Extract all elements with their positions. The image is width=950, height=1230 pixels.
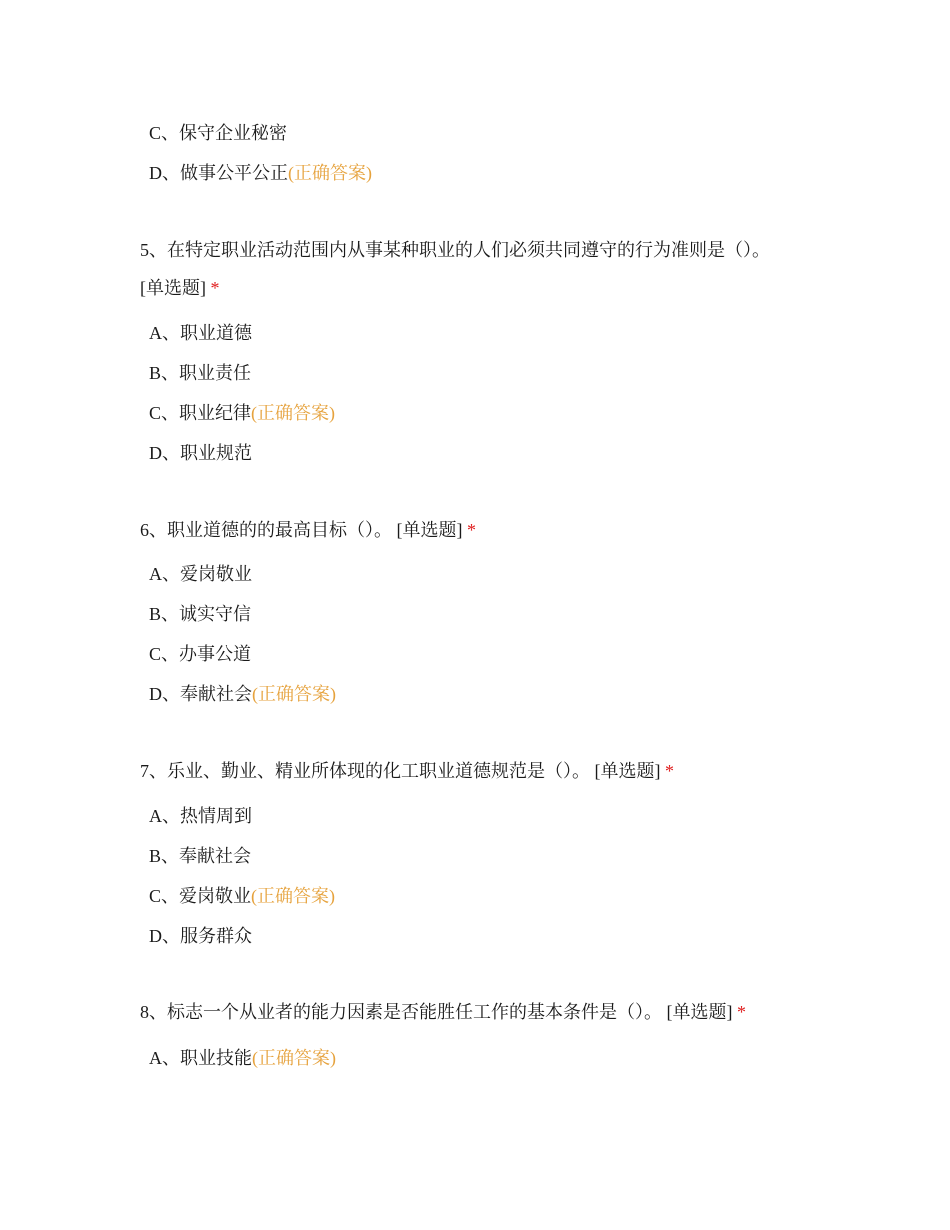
question-7-option-d: D、服务群众	[149, 926, 252, 946]
question-7-option-b: B、奉献社会	[149, 846, 252, 866]
question-8-option-a: A、职业技能(正确答案)	[149, 1048, 336, 1068]
question-6-option-d: D、奉献社会(正确答案)	[149, 684, 336, 704]
question-6-title: 6、职业道德的的最高目标（）。 [单选题] *	[140, 520, 476, 540]
correct-answer-mark: (正确答案)	[288, 163, 372, 183]
option-c: C、保守企业秘密	[149, 123, 288, 143]
correct-answer-mark: (正确答案)	[251, 886, 336, 906]
question-7-title: 7、乐业、勤业、精业所体现的化工职业道德规范是（）。 [单选题] *	[140, 761, 674, 781]
required-mark: *	[467, 520, 476, 540]
question-5-option-a: A、职业道德	[149, 323, 252, 343]
option-d: D、做事公平公正(正确答案)	[149, 163, 372, 183]
required-mark: *	[737, 1002, 746, 1022]
question-5-option-b: B、职业责任	[149, 363, 252, 383]
required-mark: *	[665, 761, 674, 781]
question-6-option-c: C、办事公道	[149, 644, 252, 664]
correct-answer-mark: (正确答案)	[251, 403, 336, 423]
correct-answer-mark: (正确答案)	[252, 684, 336, 704]
correct-answer-mark: (正确答案)	[252, 1048, 336, 1068]
question-6-option-a: A、爱岗敬业	[149, 564, 252, 584]
question-7-option-c: C、爱岗敬业(正确答案)	[149, 886, 336, 906]
question-8-title: 8、标志一个从业者的能力因素是否能胜任工作的基本条件是（）。 [单选题] *	[140, 1002, 746, 1022]
question-5-type: [单选题] *	[140, 278, 220, 298]
question-5-title: 5、在特定职业活动范围内从事某种职业的人们必须共同遵守的行为准则是（）。	[140, 240, 770, 260]
question-7-option-a: A、热情周到	[149, 806, 252, 826]
question-6-option-b: B、诚实守信	[149, 604, 252, 624]
question-5-option-d: D、职业规范	[149, 443, 252, 463]
required-mark: *	[210, 278, 220, 298]
question-5-option-c: C、职业纪律(正确答案)	[149, 403, 336, 423]
